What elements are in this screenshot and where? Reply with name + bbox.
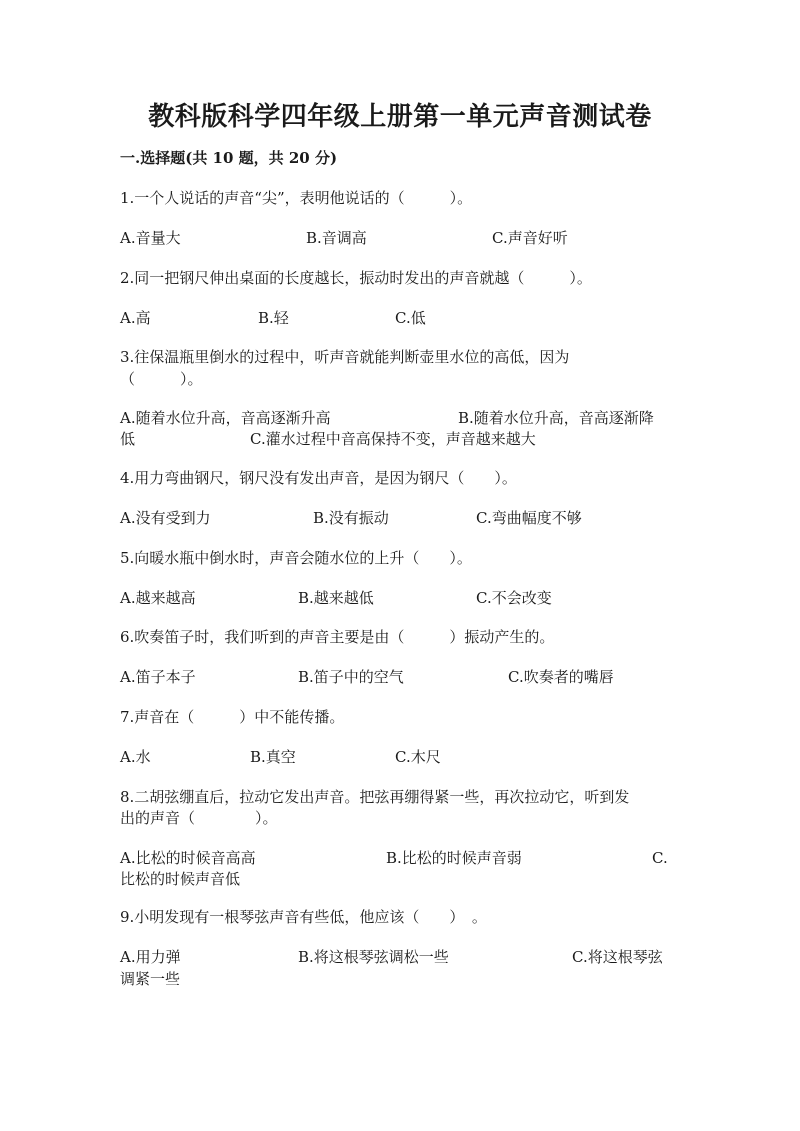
question-3-stem-cont: （ ）。 bbox=[120, 370, 203, 388]
question-2-option-c: C.低 bbox=[395, 309, 426, 327]
question-1-stem: 1.一个人说话的声音“尖”，表明他说话的（ ）。 bbox=[120, 189, 473, 207]
question-9-option-a: A.用力弹 bbox=[120, 948, 181, 966]
question-5-stem: 5.向暖水瓶中倒水时，声音会随水位的上升（ ）。 bbox=[120, 549, 472, 567]
question-3-option-a: A.随着水位升高，音高逐渐升高 bbox=[120, 409, 331, 427]
question-2-option-b: B.轻 bbox=[258, 309, 289, 327]
question-3-option-b-cont: 低 bbox=[120, 430, 136, 448]
section-heading: 一.选择题(共 10 题，共 20 分) bbox=[120, 149, 338, 167]
question-5-option-c: C.不会改变 bbox=[476, 589, 552, 607]
question-4-option-a: A.没有受到力 bbox=[120, 509, 211, 527]
question-9-option-c-cont: 调紧一些 bbox=[120, 970, 181, 988]
question-6-option-c: C.吹奏者的嘴唇 bbox=[508, 668, 614, 686]
question-7-option-a: A.水 bbox=[120, 748, 151, 766]
question-1-option-c: C.声音好听 bbox=[492, 229, 568, 247]
question-4-stem: 4.用力弯曲钢尺，钢尺没有发出声音，是因为钢尺（ ）。 bbox=[120, 469, 517, 487]
question-5-option-b: B.越来越低 bbox=[298, 589, 374, 607]
question-7-option-c: C.木尺 bbox=[395, 748, 441, 766]
question-2-option-a: A.高 bbox=[120, 309, 151, 327]
question-1-option-a: A.音量大 bbox=[120, 229, 181, 247]
question-9-option-b: B.将这根琴弦调松一些 bbox=[298, 948, 449, 966]
question-6-stem: 6.吹奏笛子时，我们听到的声音主要是由（ ）振动产生的。 bbox=[120, 628, 555, 646]
question-4-option-b: B.没有振动 bbox=[313, 509, 389, 527]
question-5-option-a: A.越来越高 bbox=[120, 589, 196, 607]
question-6-option-b: B.笛子中的空气 bbox=[298, 668, 404, 686]
question-8-stem: 8.二胡弦绷直后，拉动它发出声音。把弦再绷得紧一些，再次拉动它，听到发 bbox=[120, 788, 630, 806]
question-3-option-b: B.随着水位升高，音高逐渐降 bbox=[458, 409, 654, 427]
question-7-option-b: B.真空 bbox=[250, 748, 296, 766]
question-8-option-b: B.比松的时候声音弱 bbox=[386, 849, 522, 867]
question-8-stem-cont: 出的声音（ ）。 bbox=[120, 809, 278, 827]
question-8-option-c-cont: 比松的时候声音低 bbox=[120, 870, 241, 888]
question-1-option-b: B.音调高 bbox=[306, 229, 367, 247]
question-8-option-a: A.比松的时候音高高 bbox=[120, 849, 256, 867]
question-9-option-c: C.将这根琴弦 bbox=[572, 948, 663, 966]
question-7-stem: 7.声音在（ ）中不能传播。 bbox=[120, 708, 345, 726]
question-3-stem: 3.往保温瓶里倒水的过程中，听声音就能判断壶里水位的高低，因为 bbox=[120, 348, 570, 366]
question-8-option-c: C. bbox=[652, 849, 668, 867]
question-3-option-c: C.灌水过程中音高保持不变，声音越来越大 bbox=[250, 430, 536, 448]
page-title: 教科版科学四年级上册第一单元声音测试卷 bbox=[148, 102, 652, 132]
question-4-option-c: C.弯曲幅度不够 bbox=[476, 509, 582, 527]
question-2-stem: 2.同一把钢尺伸出桌面的长度越长，振动时发出的声音就越（ ）。 bbox=[120, 269, 592, 287]
question-6-option-a: A.笛子本子 bbox=[120, 668, 196, 686]
question-9-stem: 9.小明发现有一根琴弦声音有些低，他应该（ ） 。 bbox=[120, 908, 487, 926]
